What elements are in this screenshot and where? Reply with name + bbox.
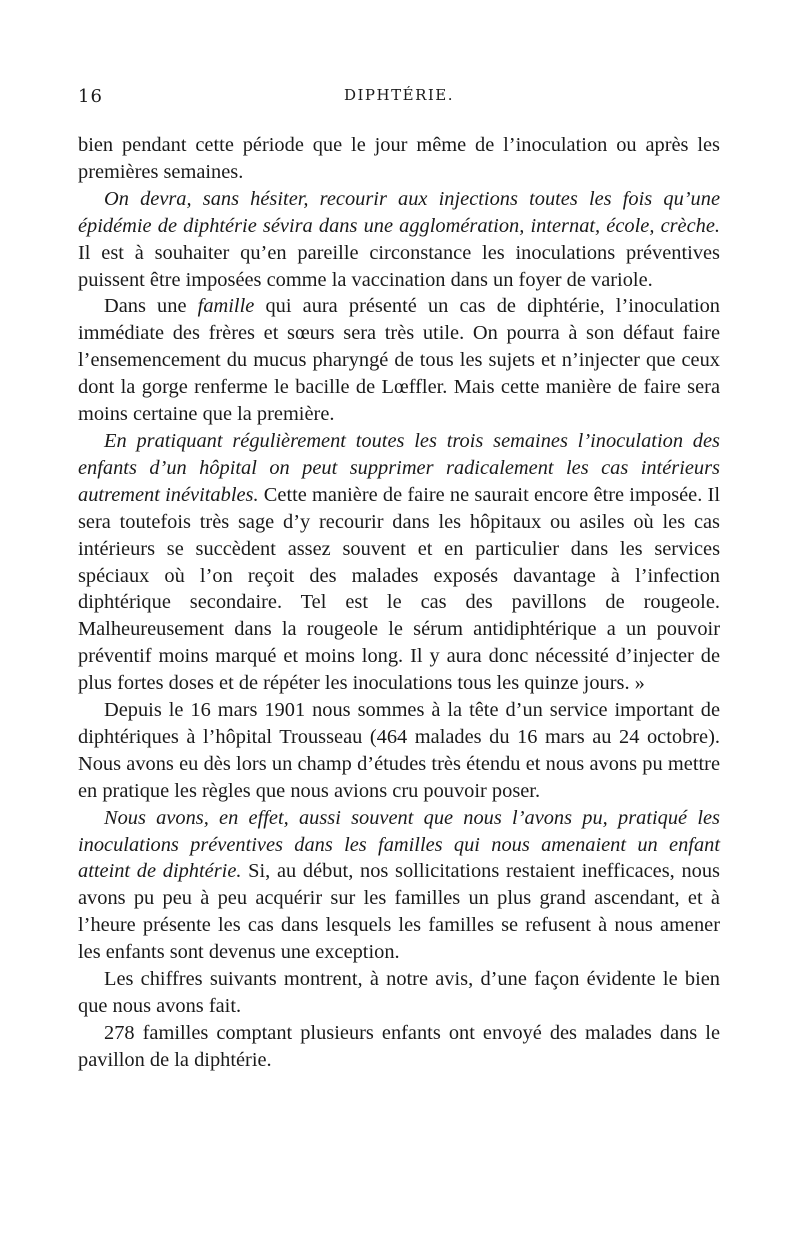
page-number: 16 [78,86,103,107]
italic-segment: famille [197,295,255,318]
text-segment: Les chiffres suivants montrent, à notre avis, d’une façon évidente le bien que nous avons fait. [78,968,720,1017]
text-segment: Depuis le 16 mars 1901 nous sommes à la tête d’un service important de diphtériques à l’hôpital Trousseau (464 malades du 16 mars au 24 octobre). Nous avons eu dès lors un champ d’études très étendu et nous avons pu mettre en pratique les règles que nous avions cru pouvoir poser. [78,699,720,802]
italic-segment: Nous avons, en effet, aussi souvent que nous l’avons pu, pratiqué les inoculations préventives dans les familles qui nous amenaient un enfant atteint de diphtérie. [78,806,720,883]
italic-segment: En pratiquant régulièrement toutes les trois semaines l’inoculation des enfants d’un hôpital on peut supprimer radicalement les cas intérieurs autrement inévitables. [78,429,720,506]
page-header [78,86,720,112]
paragraph [78,186,720,294]
paragraph [78,697,720,805]
text-segment: 278 familles comptant plusieurs enfants ont envoyé des malades dans le pavillon de la diphtérie. [78,1021,720,1071]
text-segment: qui aura présenté un cas de diphtérie, l’inoculation immédiate des frères et sœurs sera très utile. On pourra à son défaut faire l’ensemencement du mucus pharyngé de tous les sujets et n’injecter que ceux dont la gorge renferme le bacille de Lœffler. Mais cette manière de faire sera moins certaine que la première. [78,295,721,426]
paragraph [78,805,720,966]
paragraph [78,293,720,428]
text-segment: Cette manière de faire ne saurait encore être imposée. Il sera toutefois très sage d’y recourir dans les hôpitaux ou asiles où les cas intérieurs se succèdent assez souvent et en particulier dans les services spéciaux où l’on reçoit des malades exposés davantage à l’infection diphtérique secondaire. Tel est le cas des pavillons de rougeole. Malheureusement dans la rougeole le sérum antidiphtérique a un pouvoir préventif moins marqué et moins long. Il y aura donc nécessité d’injecter de plus fortes doses et de répéter les inoculations tous les quinze jours. » [78,483,720,695]
text-segment: bien pendant cette période que le jour même de l’inoculation ou après les premières semaines. [78,134,720,183]
text-segment: Dans une [104,295,198,318]
running-title: DIPHTÉRIE. [343,86,455,104]
body-text [78,132,720,1074]
paragraph [78,966,720,1020]
paragraph [78,1020,720,1074]
italic-segment: On devra, sans hésiter, recourir aux injections toutes les fois qu’une épidémie de diphtérie sévira dans une agglomération, internat, école, crèche. [78,187,720,237]
text-segment: Si, au début, nos sollicitations restaient inefficaces, nous avons pu peu à peu acquérir sur les familles un plus grand ascendant, et à l’heure présente les cas dans lesquels les familles se refusent à nous amener les enfants sont devenus une exception. [78,860,720,964]
paragraph-continuation [78,132,720,186]
paragraph [78,428,720,697]
text-segment: Il est à souhaiter qu’en pareille circonstance les inoculations préventives puissent être imposées comme la vaccination dans un foyer de variole. [78,241,720,291]
